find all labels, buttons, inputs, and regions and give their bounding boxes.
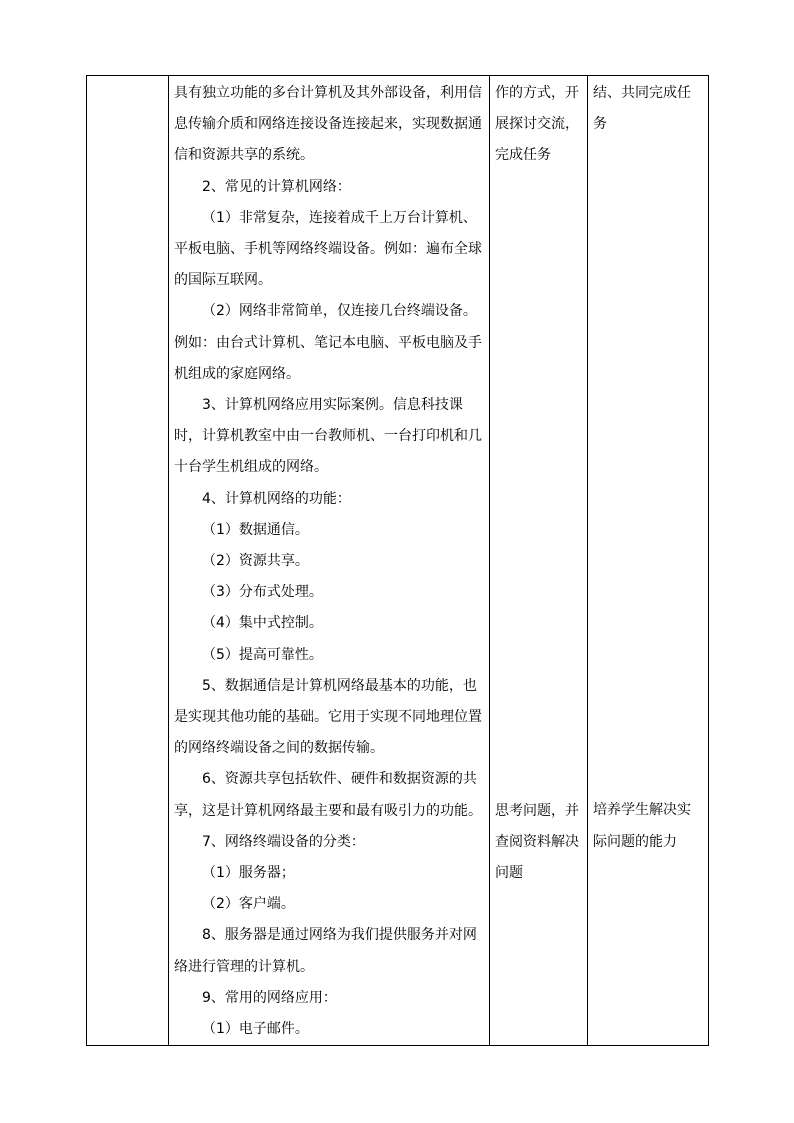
spacer: [593, 140, 703, 795]
content-paragraph: 具有独立功能的多台计算机及其外部设备，利用信息传输介质和网络连接设备连接起来，实现数据通信和资源共享的系统。: [174, 85, 482, 164]
design-intent-text-2: 培养学生解决实际问题的能力: [593, 802, 691, 850]
content-paragraph: （1）服务器；: [202, 865, 295, 882]
content-paragraph: 8、服务器是通过网络为我们提供服务并对网络进行管理的计算机。: [174, 927, 477, 975]
label-cell: [87, 76, 169, 1046]
content-paragraph: （3）分布式处理。: [202, 584, 323, 601]
design-intent: [588, 76, 708, 858]
student-activity-text-1: 作的方式，开展探讨交流，完成任务: [495, 85, 579, 164]
content-paragraph: 5、数据通信是计算机网络最基本的功能，也是实现其他功能的基础。它用于实现不同地理位置的网络终端设备之间的数据传输。: [174, 677, 482, 757]
student-activity: [490, 76, 587, 889]
lesson-plan-table: [86, 75, 709, 1046]
content-paragraph: （4）集中式控制。: [202, 615, 323, 632]
content-paragraph: 4、计算机网络的功能：: [202, 490, 351, 507]
content-paragraph: 6、资源共享包括软件、硬件和数据资源的共享，这是计算机网络最主要和最有吸引力的功能。: [174, 771, 482, 819]
spacer: [495, 172, 582, 796]
content-paragraph: （1）数据通信。: [202, 521, 309, 538]
content-paragraph: （2）客户端。: [202, 896, 295, 913]
content-paragraph: 9、常用的网络应用：: [202, 989, 337, 1006]
content-paragraph: 2、常见的计算机网络：: [202, 178, 351, 195]
content-paragraph: （2）资源共享。: [202, 553, 309, 570]
content-paragraph: 7、网络终端设备的分类：: [202, 833, 365, 850]
content-paragraph: （1）非常复杂，连接着成千上万台计算机、平板电脑、手机等网络终端设备。例如：遍布全球的国际互联网。: [174, 209, 482, 289]
design-intent-text-1: 结、共同完成任务: [593, 85, 691, 133]
content-paragraph: （1）电子邮件。: [202, 1021, 309, 1038]
student-activity-cell: [490, 76, 588, 1046]
teaching-content-cell: [169, 76, 490, 1046]
student-activity-text-2: 思考问题，并查阅资料解决问题: [495, 802, 579, 882]
content-paragraph: （5）提高可靠性。: [202, 646, 323, 663]
content-paragraph: （2）网络非常简单，仅连接几台终端设备。例如：由台式计算机、笔记本电脑、平板电脑及手机组成的家庭网络。: [174, 303, 482, 382]
teaching-content: [169, 76, 489, 1045]
table-row: [87, 76, 709, 1046]
design-intent-cell: [588, 76, 709, 1046]
content-paragraph: 3、计算机网络应用实际案例。信息科技课时，计算机教室中由一台教师机、一台打印机和几十台学生机组成的网络。: [174, 397, 482, 476]
